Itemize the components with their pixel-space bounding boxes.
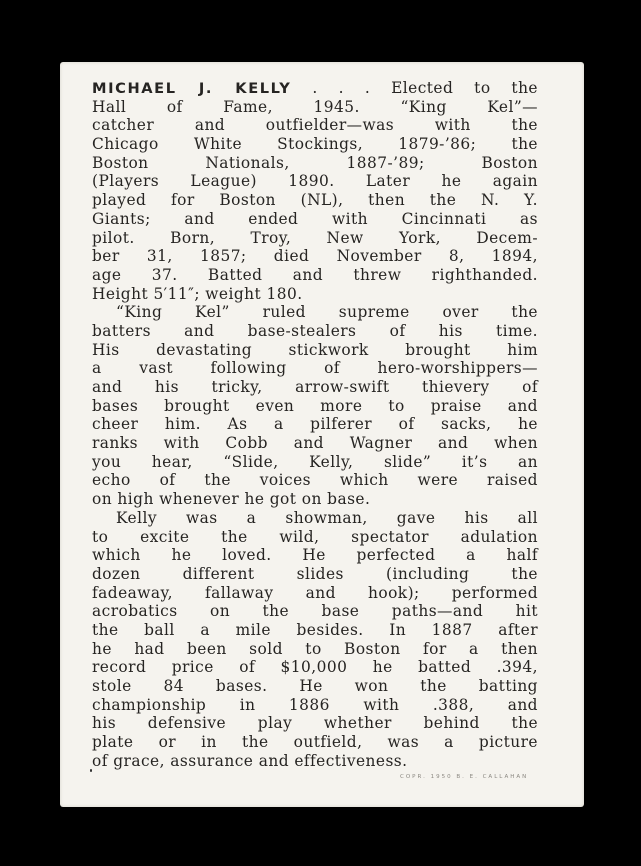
text-line: pilot. Born, Troy, New York, Decem- <box>92 228 538 247</box>
text-line: cheer him. As a pilferer of sacks, he <box>92 415 538 434</box>
text-line: ranks with Cobb and Wagner and when <box>92 434 538 453</box>
text-line: catcher and outfielder—was with the <box>92 116 538 135</box>
biography-text <box>92 79 538 770</box>
text-line: echo of the voices which were raised <box>92 471 538 490</box>
player-name-headline: MICHAEL J. KELLY <box>92 80 292 97</box>
text-line: the ball a mile besides. In 1887 after <box>92 620 538 639</box>
text-line: record price of $10,000 he batted .394, <box>92 658 538 677</box>
text-line: Chicago White Stockings, 1879-’86; the <box>92 135 538 154</box>
text-line: acrobatics on the base paths—and hit <box>92 602 538 621</box>
text-line: you hear, “Slide, Kelly, slide” it’s an <box>92 452 538 471</box>
text-line: of grace, assurance and effectiveness. <box>92 751 408 770</box>
text-line: (Players League) 1890. Later he again <box>92 172 538 191</box>
text-line: bases brought even more to praise and <box>92 396 538 415</box>
text-line: stole 84 bases. He won the batting <box>92 677 538 695</box>
text-line: age 37. Batted and threw righthanded. <box>92 265 538 284</box>
baseball-card-back <box>60 62 584 807</box>
paragraph-3-start: Kelly was a showman, gave his all <box>116 508 538 527</box>
text-line: Hall of Fame, 1945. “King Kel”— <box>92 97 538 116</box>
text-line-1: MICHAEL J. KELLY . . . Elected to the <box>92 79 538 97</box>
copyright-notice: COPR. 1950 B. E. CALLAHAN <box>400 774 529 780</box>
text-line: championship in 1886 with .388, and <box>92 695 538 714</box>
text-line: dozen different slides (including the <box>92 564 538 583</box>
text-line: Boston Nationals, 1887-’89; Boston <box>92 153 538 172</box>
print-speck <box>90 769 92 772</box>
text-line: His devastating stickwork brought him <box>92 340 538 359</box>
text-line: he had been sold to Boston for a then <box>92 639 538 658</box>
text-line: his defensive play whether behind the <box>92 714 538 733</box>
text-line: plate or in the outfield, was a picture <box>92 733 538 752</box>
text-line: fadeaway, fallaway and hook); performed <box>92 583 538 602</box>
text-line: on high whenever he got on base. <box>92 490 371 509</box>
text-line: to excite the wild, spectator adulation <box>92 527 538 546</box>
text-line: Height 5′11″; weight 180. <box>92 284 303 303</box>
text-line: batters and base-stealers of his time. <box>92 321 538 340</box>
text-line: which he loved. He perfected a half <box>92 546 538 565</box>
text-line: ber 31, 1857; died November 8, 1894, <box>92 247 538 266</box>
paragraph-2-start: “King Kel” ruled supreme over the <box>116 303 538 322</box>
text-line: played for Boston (NL), then the N. Y. <box>92 191 538 210</box>
text-line: a vast following of hero-worshippers— <box>92 359 538 378</box>
text-line: Giants; and ended with Cincinnati as <box>92 209 538 228</box>
text-line: and his tricky, arrow-swift thievery of <box>92 378 538 396</box>
